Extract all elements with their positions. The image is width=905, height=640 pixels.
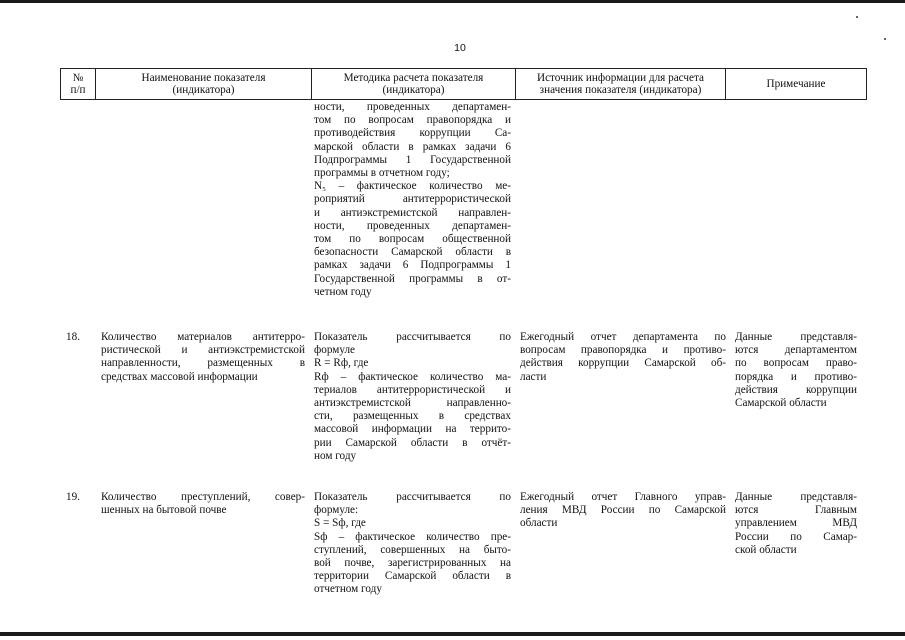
row-number: 19. (66, 491, 80, 503)
method-formula: S = Sф, где (314, 517, 366, 530)
method-continuation (314, 101, 511, 299)
header-source-line2: значения показателя (индикатора) (539, 84, 702, 96)
header-method (312, 69, 516, 100)
source-line: действия коррупции Самарской об- (520, 357, 726, 370)
method-line: массовой информации на террито- (314, 423, 511, 436)
note-line: по вопросам право- (735, 357, 857, 370)
header-note-label: Примечание (766, 77, 826, 90)
header-number-label: № п/п (70, 71, 86, 96)
header-name-line2: (индикатора) (172, 84, 235, 96)
header-indicator-name (96, 69, 312, 100)
method-line: противодействия коррупции Са- (314, 127, 511, 140)
method-formula: R = Rф, где (314, 357, 369, 370)
name-line: средствах массовой информации (101, 370, 258, 383)
header-method-line1: Методика расчета показателя (343, 71, 484, 84)
header-name-line1: Наименование показателя (141, 71, 266, 84)
method-line: безопасности Самарской области в (314, 246, 511, 259)
note-line: Данные представля- (735, 491, 857, 503)
method-line: Государственной программы в от- (314, 272, 511, 285)
row-19-method (314, 491, 511, 597)
method-line: N₅ – фактическое количество ме- (314, 180, 511, 193)
note-line: ются департаментом (735, 344, 857, 357)
note-line: действия коррупции (735, 383, 857, 396)
name-line: шенных на бытовой почве (101, 504, 227, 517)
row-number: 18. (66, 331, 80, 343)
method-line: том по вопросам общественной (314, 233, 511, 246)
note-line: порядка и противо- (735, 370, 857, 383)
note-line: России по Самар- (735, 530, 857, 543)
source-line: ления МВД России по Самарской (520, 504, 726, 517)
method-line: программы в отчетном году; (314, 167, 450, 180)
method-line: антиэкстремистской направленно- (314, 397, 511, 410)
source-line: области (520, 517, 558, 530)
row-18-note (735, 331, 857, 410)
source-line: ласти (520, 370, 547, 383)
method-line: Подпрограммы 1 Государственной (314, 153, 511, 166)
note-line: Данные представля- (735, 331, 857, 343)
row-19-note (735, 491, 857, 557)
method-line: рии Самарской области в отчёт- (314, 436, 511, 449)
header-note (726, 69, 867, 100)
method-line: рамках задачи 6 Подпрограммы 1 (314, 259, 511, 272)
note-line: Самарской области (735, 397, 827, 410)
method-line: том по вопросам правопорядка и (314, 114, 511, 127)
name-line: Количество материалов антитерро- (101, 331, 305, 343)
row-18-source (520, 331, 726, 384)
row-19-number (66, 491, 96, 504)
row-18-name (101, 331, 305, 384)
note-line: управлением МВД (735, 517, 857, 530)
source-line: вопросам правопорядка и противо- (520, 344, 726, 357)
row-18-number (66, 331, 96, 344)
top-border-line (0, 0, 905, 3)
scan-speck (856, 16, 858, 18)
method-line: териалов антитеррористической и (314, 383, 511, 396)
method-line: формуле (314, 344, 355, 357)
method-line: вой почве, зарегистрированных на (314, 557, 511, 570)
header-source-line1: Источник информации для расчета (537, 71, 704, 84)
name-line: Количество преступлений, совер- (101, 491, 305, 503)
note-line: ются Главным (735, 504, 857, 517)
method-line: марской области в рамках задачи 6 (314, 140, 511, 153)
method-line: ности, проведенных департамен- (314, 101, 511, 113)
header-source (516, 69, 726, 100)
method-line: Показатель рассчитывается по (314, 491, 511, 503)
row-19-source (520, 491, 726, 531)
note-line: ской области (735, 543, 797, 556)
method-line: роприятий антитеррористической (314, 193, 511, 206)
name-line: ристической и антиэкстремистской (101, 344, 305, 357)
method-line: отчетном году (314, 583, 382, 596)
name-line: направленности, размещенных в (101, 357, 305, 370)
source-line: Ежегодный отчет Главного управ- (520, 491, 726, 503)
method-line: ном году (314, 449, 357, 462)
header-method-line2: (индикатора) (382, 84, 445, 96)
method-line: ступлений, совершенных на быто- (314, 543, 511, 556)
bottom-border-line (0, 632, 905, 636)
method-line: четном году (314, 285, 372, 298)
method-line: формуле: (314, 504, 359, 517)
method-line: ности, проведенных департамен- (314, 219, 511, 232)
row-18-method (314, 331, 511, 463)
source-line: Ежегодный отчет департамента по (520, 331, 726, 343)
method-line: сти, размещенных в средствах (314, 410, 511, 423)
scan-speck (884, 38, 886, 40)
method-line: Показатель рассчитывается по (314, 331, 511, 343)
header-number (61, 69, 96, 100)
method-line: территории Самарской области в (314, 570, 511, 583)
method-line: и антиэкстремистской направлен- (314, 206, 511, 219)
method-line: Sф – фактическое количество пре- (314, 530, 511, 543)
row-19-name (101, 491, 305, 517)
table-header (60, 68, 867, 100)
page-number: 10 (454, 42, 466, 54)
method-line: Rф – фактическое количество ма- (314, 370, 511, 383)
